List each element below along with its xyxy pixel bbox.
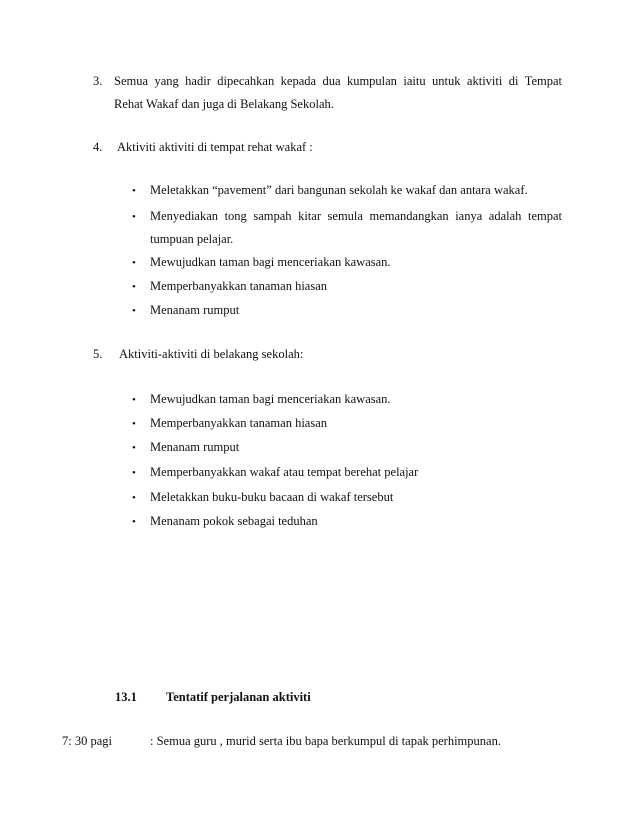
bullet-icon: • <box>132 442 136 454</box>
item-4-bullet-1: Meletakkan “pavement” dari bangunan sekolah ke wakaf dan antara wakaf. <box>150 183 528 197</box>
item-4-bullet-5: Menanam rumput <box>150 303 240 317</box>
item-5-heading: Aktiviti-aktiviti di belakang sekolah: <box>119 347 304 361</box>
item-5-bullet-4: Memperbanyakkan wakaf atau tempat berehat pelajar <box>150 465 419 479</box>
item-5-bullet-2: Memperbanyakkan tanaman hiasan <box>150 416 328 430</box>
bullet-icon: • <box>132 418 136 430</box>
item-4-bullet-2: Menyediakan tong sampah kitar semula memandangkan ianya adalah tempat <box>150 209 562 223</box>
item-5-number: 5. <box>93 347 103 361</box>
item-5-bullet-5: Meletakkan buku-buku bacaan di wakaf tersebut <box>150 490 394 504</box>
item-4-number: 4. <box>93 140 103 154</box>
item-4-bullet-2-continuation: tumpuan pelajar. <box>150 232 234 246</box>
item-4-bullet-4: Memperbanyakkan tanaman hiasan <box>150 279 328 293</box>
schedule-text: : Semua guru , murid serta ibu bapa berkumpul di tapak perhimpunan. <box>150 734 501 748</box>
bullet-icon: • <box>132 281 136 293</box>
schedule-time: 7: 30 pagi <box>62 734 112 748</box>
section-title: Tentatif perjalanan aktiviti <box>166 690 311 704</box>
bullet-icon: • <box>132 394 136 406</box>
bullet-icon: • <box>132 516 136 528</box>
bullet-icon: • <box>132 257 136 269</box>
bullet-icon: • <box>132 492 136 504</box>
item-3-number: 3. <box>93 74 103 88</box>
item-5-bullet-6: Menanam pokok sebagai teduhan <box>150 514 318 528</box>
bullet-icon: • <box>132 305 136 317</box>
item-3-text-line-2: Rehat Wakaf dan juga di Belakang Sekolah. <box>114 97 334 111</box>
item-5-bullet-3: Menanam rumput <box>150 440 240 454</box>
section-number: 13.1 <box>115 690 137 704</box>
item-3-text-line-1: Semua yang hadir dipecahkan kepada dua kumpulan iaitu untuk aktiviti di Tempat <box>114 74 562 88</box>
bullet-icon: • <box>132 185 136 197</box>
item-5-bullet-1: Mewujudkan taman bagi menceriakan kawasan. <box>150 392 391 406</box>
item-4-bullet-3: Mewujudkan taman bagi menceriakan kawasan. <box>150 255 391 269</box>
bullet-icon: • <box>132 211 136 223</box>
item-4-heading: Aktiviti aktiviti di tempat rehat wakaf : <box>117 140 313 154</box>
bullet-icon: • <box>132 467 136 479</box>
